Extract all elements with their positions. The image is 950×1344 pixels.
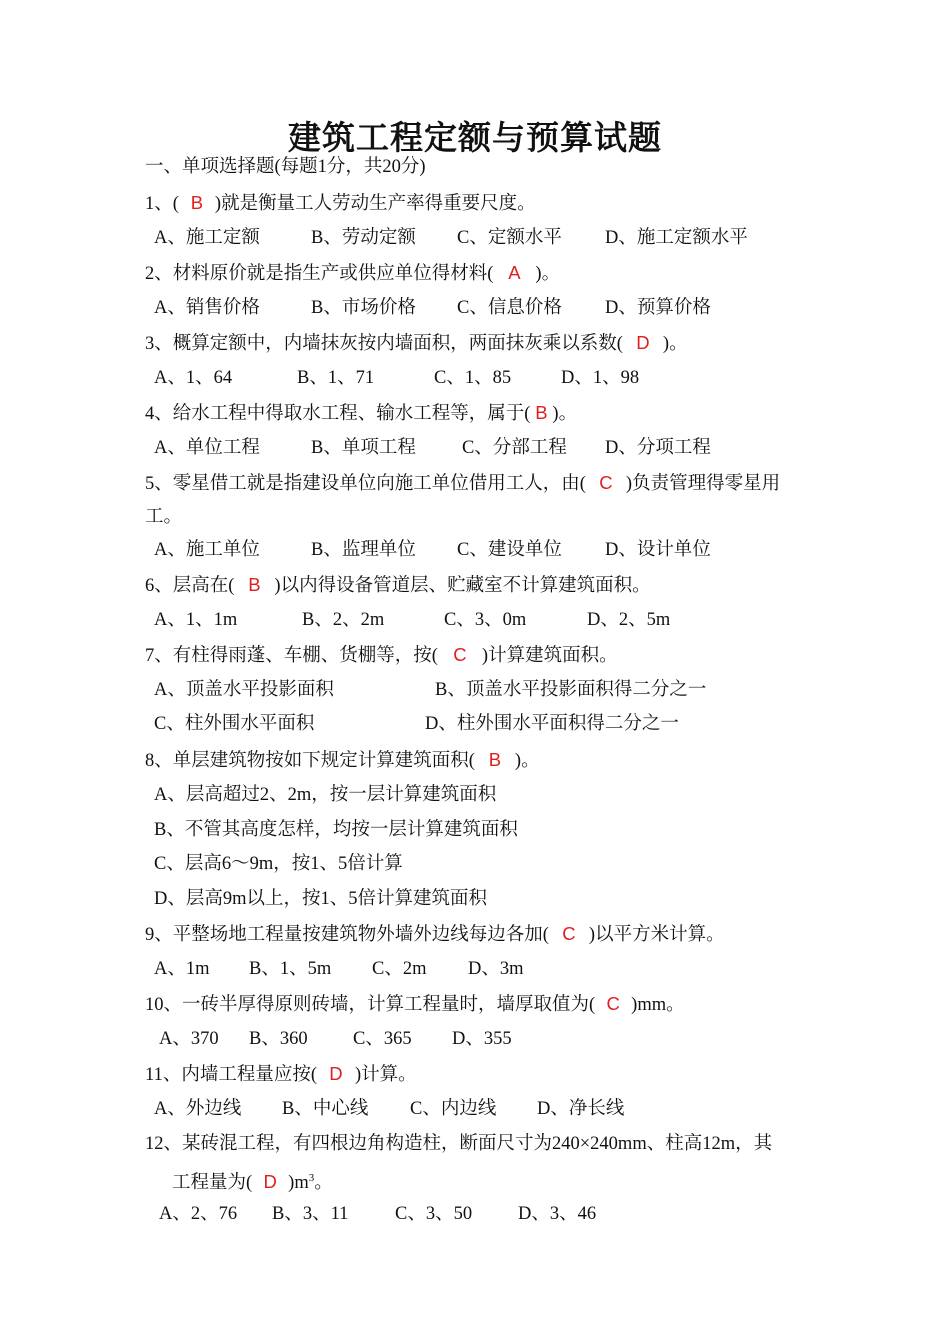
answer-mark: D <box>263 1171 277 1193</box>
section-heading: 一、单项选择题(每题1分，共20分) <box>145 157 426 177</box>
question-10 <box>145 993 685 1016</box>
question-text: 6、层高在( <box>145 576 235 596</box>
question-text: 4、给水工程中得取水工程、输水工程等，属于( <box>145 404 531 424</box>
question-11 <box>145 1063 417 1086</box>
question-8 <box>145 749 540 772</box>
option-b: B、监理单位 <box>311 540 416 560</box>
option-b: B、360 <box>249 1029 308 1049</box>
option-b: B、单项工程 <box>311 438 416 458</box>
question-12-continued <box>172 1167 333 1194</box>
question-6 <box>145 574 651 597</box>
question-text: )以平方米计算。 <box>588 925 725 945</box>
question-text: 7、有柱得雨蓬、车棚、货棚等，按( <box>145 646 438 666</box>
question-text: )mm。 <box>631 995 685 1015</box>
answer-mark: A <box>508 262 521 283</box>
question-text: 2、材料原价就是指生产或供应单位得材料( <box>145 264 494 284</box>
option-b: B、2、2m <box>302 610 385 630</box>
question-12: 12、某砖混工程，有四根边角构造柱，断面尺寸为240×240mm、柱高12m，其 <box>145 1134 773 1154</box>
question-text: )计算建筑面积。 <box>481 646 618 666</box>
option-c: C、柱外围水平面积 <box>154 714 315 734</box>
option-a: A、1、1m <box>154 610 238 630</box>
question-text: 工程量为( <box>172 1173 253 1194</box>
question-text: )m <box>288 1173 309 1194</box>
option-c: C、3、0m <box>444 610 527 630</box>
option-d: D、3m <box>468 959 524 979</box>
option-c: C、1、85 <box>434 368 512 388</box>
option-b: B、市场价格 <box>311 298 416 318</box>
question-text: )。 <box>514 751 540 771</box>
question-text: )。 <box>552 404 578 424</box>
answer-mark: B <box>535 402 548 423</box>
question-1 <box>145 192 536 215</box>
option-c: C、2m <box>372 959 427 979</box>
option-a: A、1、64 <box>154 368 233 388</box>
option-b: B、不管其高度怎样，均按一层计算建筑面积 <box>154 820 518 840</box>
answer-mark: C <box>562 923 576 944</box>
page-title: 建筑工程定额与预算试题 <box>288 118 662 157</box>
option-a: A、施工单位 <box>154 540 260 560</box>
option-a: A、层高超过2、2m，按一层计算建筑面积 <box>154 785 497 805</box>
option-c: C、分部工程 <box>462 438 567 458</box>
answer-mark: C <box>453 644 467 665</box>
answer-mark: B <box>488 749 502 770</box>
option-d: D、设计单位 <box>605 540 711 560</box>
option-a: A、外边线 <box>154 1099 242 1119</box>
question-text: 1、( <box>145 194 179 214</box>
option-d: D、355 <box>452 1029 512 1049</box>
option-b: B、3、11 <box>272 1204 349 1224</box>
question-text: 10、一砖半厚得原则砖墙，计算工程量时，墙厚取值为( <box>145 995 596 1015</box>
option-d: D、柱外围水平面积得二分之一 <box>425 714 679 734</box>
question-text: )计算。 <box>354 1065 417 1085</box>
option-a: A、1m <box>154 959 210 979</box>
option-c: C、内边线 <box>410 1099 497 1119</box>
question-text: 11、内墙工程量应按( <box>145 1065 317 1085</box>
answer-mark: D <box>636 332 650 353</box>
question-text: 8、单层建筑物按如下规定计算建筑面积( <box>145 751 475 771</box>
question-7 <box>145 644 618 667</box>
question-text: 5、零星借工就是指建设单位向施工单位借用工人，由( <box>145 474 586 494</box>
answer-mark: C <box>606 993 620 1014</box>
option-a: A、单位工程 <box>154 438 260 458</box>
option-d: D、2、5m <box>587 610 671 630</box>
option-c: C、定额水平 <box>457 228 562 248</box>
answer-mark: B <box>248 574 261 595</box>
option-d: D、1、98 <box>561 368 640 388</box>
question-5-continued: 工。 <box>145 507 183 527</box>
option-c: C、3、50 <box>395 1204 473 1224</box>
question-text: )。 <box>662 334 688 354</box>
option-d: D、分项工程 <box>605 438 711 458</box>
option-d: D、预算价格 <box>605 298 711 318</box>
option-a: A、2、76 <box>159 1204 238 1224</box>
answer-mark: B <box>190 192 204 213</box>
question-text: )负责管理得零星用 <box>625 474 781 494</box>
option-d: D、施工定额水平 <box>605 228 748 248</box>
option-c: C、层高6～9m，按1、5倍计算 <box>154 854 403 874</box>
option-a: A、顶盖水平投影面积 <box>154 680 334 700</box>
question-text: )就是衡量工人劳动生产率得重要尺度。 <box>214 194 536 214</box>
option-c: C、信息价格 <box>457 298 562 318</box>
option-a: A、施工定额 <box>154 228 260 248</box>
option-b: B、顶盖水平投影面积得二分之一 <box>435 680 707 700</box>
question-9 <box>145 923 725 946</box>
superscript: 3 <box>308 1172 315 1184</box>
option-a: A、销售价格 <box>154 298 260 318</box>
option-b: B、1、5m <box>249 959 332 979</box>
option-d: D、层高9m以上，按1、5倍计算建筑面积 <box>154 889 488 909</box>
option-c: C、建设单位 <box>457 540 562 560</box>
question-4 <box>145 402 577 425</box>
question-3 <box>145 332 688 355</box>
option-d: D、净长线 <box>537 1099 625 1119</box>
question-text: 9、平整场地工程量按建筑物外墙外边线每边各加( <box>145 925 549 945</box>
option-b: B、1、71 <box>297 368 375 388</box>
question-text: 3、概算定额中，内墙抹灰按内墙面积，两面抹灰乘以系数( <box>145 334 623 354</box>
option-d: D、3、46 <box>518 1204 597 1224</box>
question-2 <box>145 262 560 285</box>
answer-mark: C <box>599 472 613 493</box>
option-c: C、365 <box>353 1029 412 1049</box>
answer-mark: D <box>329 1063 343 1084</box>
question-text: )以内得设备管道层、贮藏室不计算建筑面积。 <box>274 576 651 596</box>
option-b: B、劳动定额 <box>311 228 416 248</box>
question-text: )。 <box>535 264 561 284</box>
option-b: B、中心线 <box>282 1099 369 1119</box>
question-text: 。 <box>314 1173 333 1194</box>
question-5 <box>145 472 780 495</box>
option-a: A、370 <box>159 1029 219 1049</box>
